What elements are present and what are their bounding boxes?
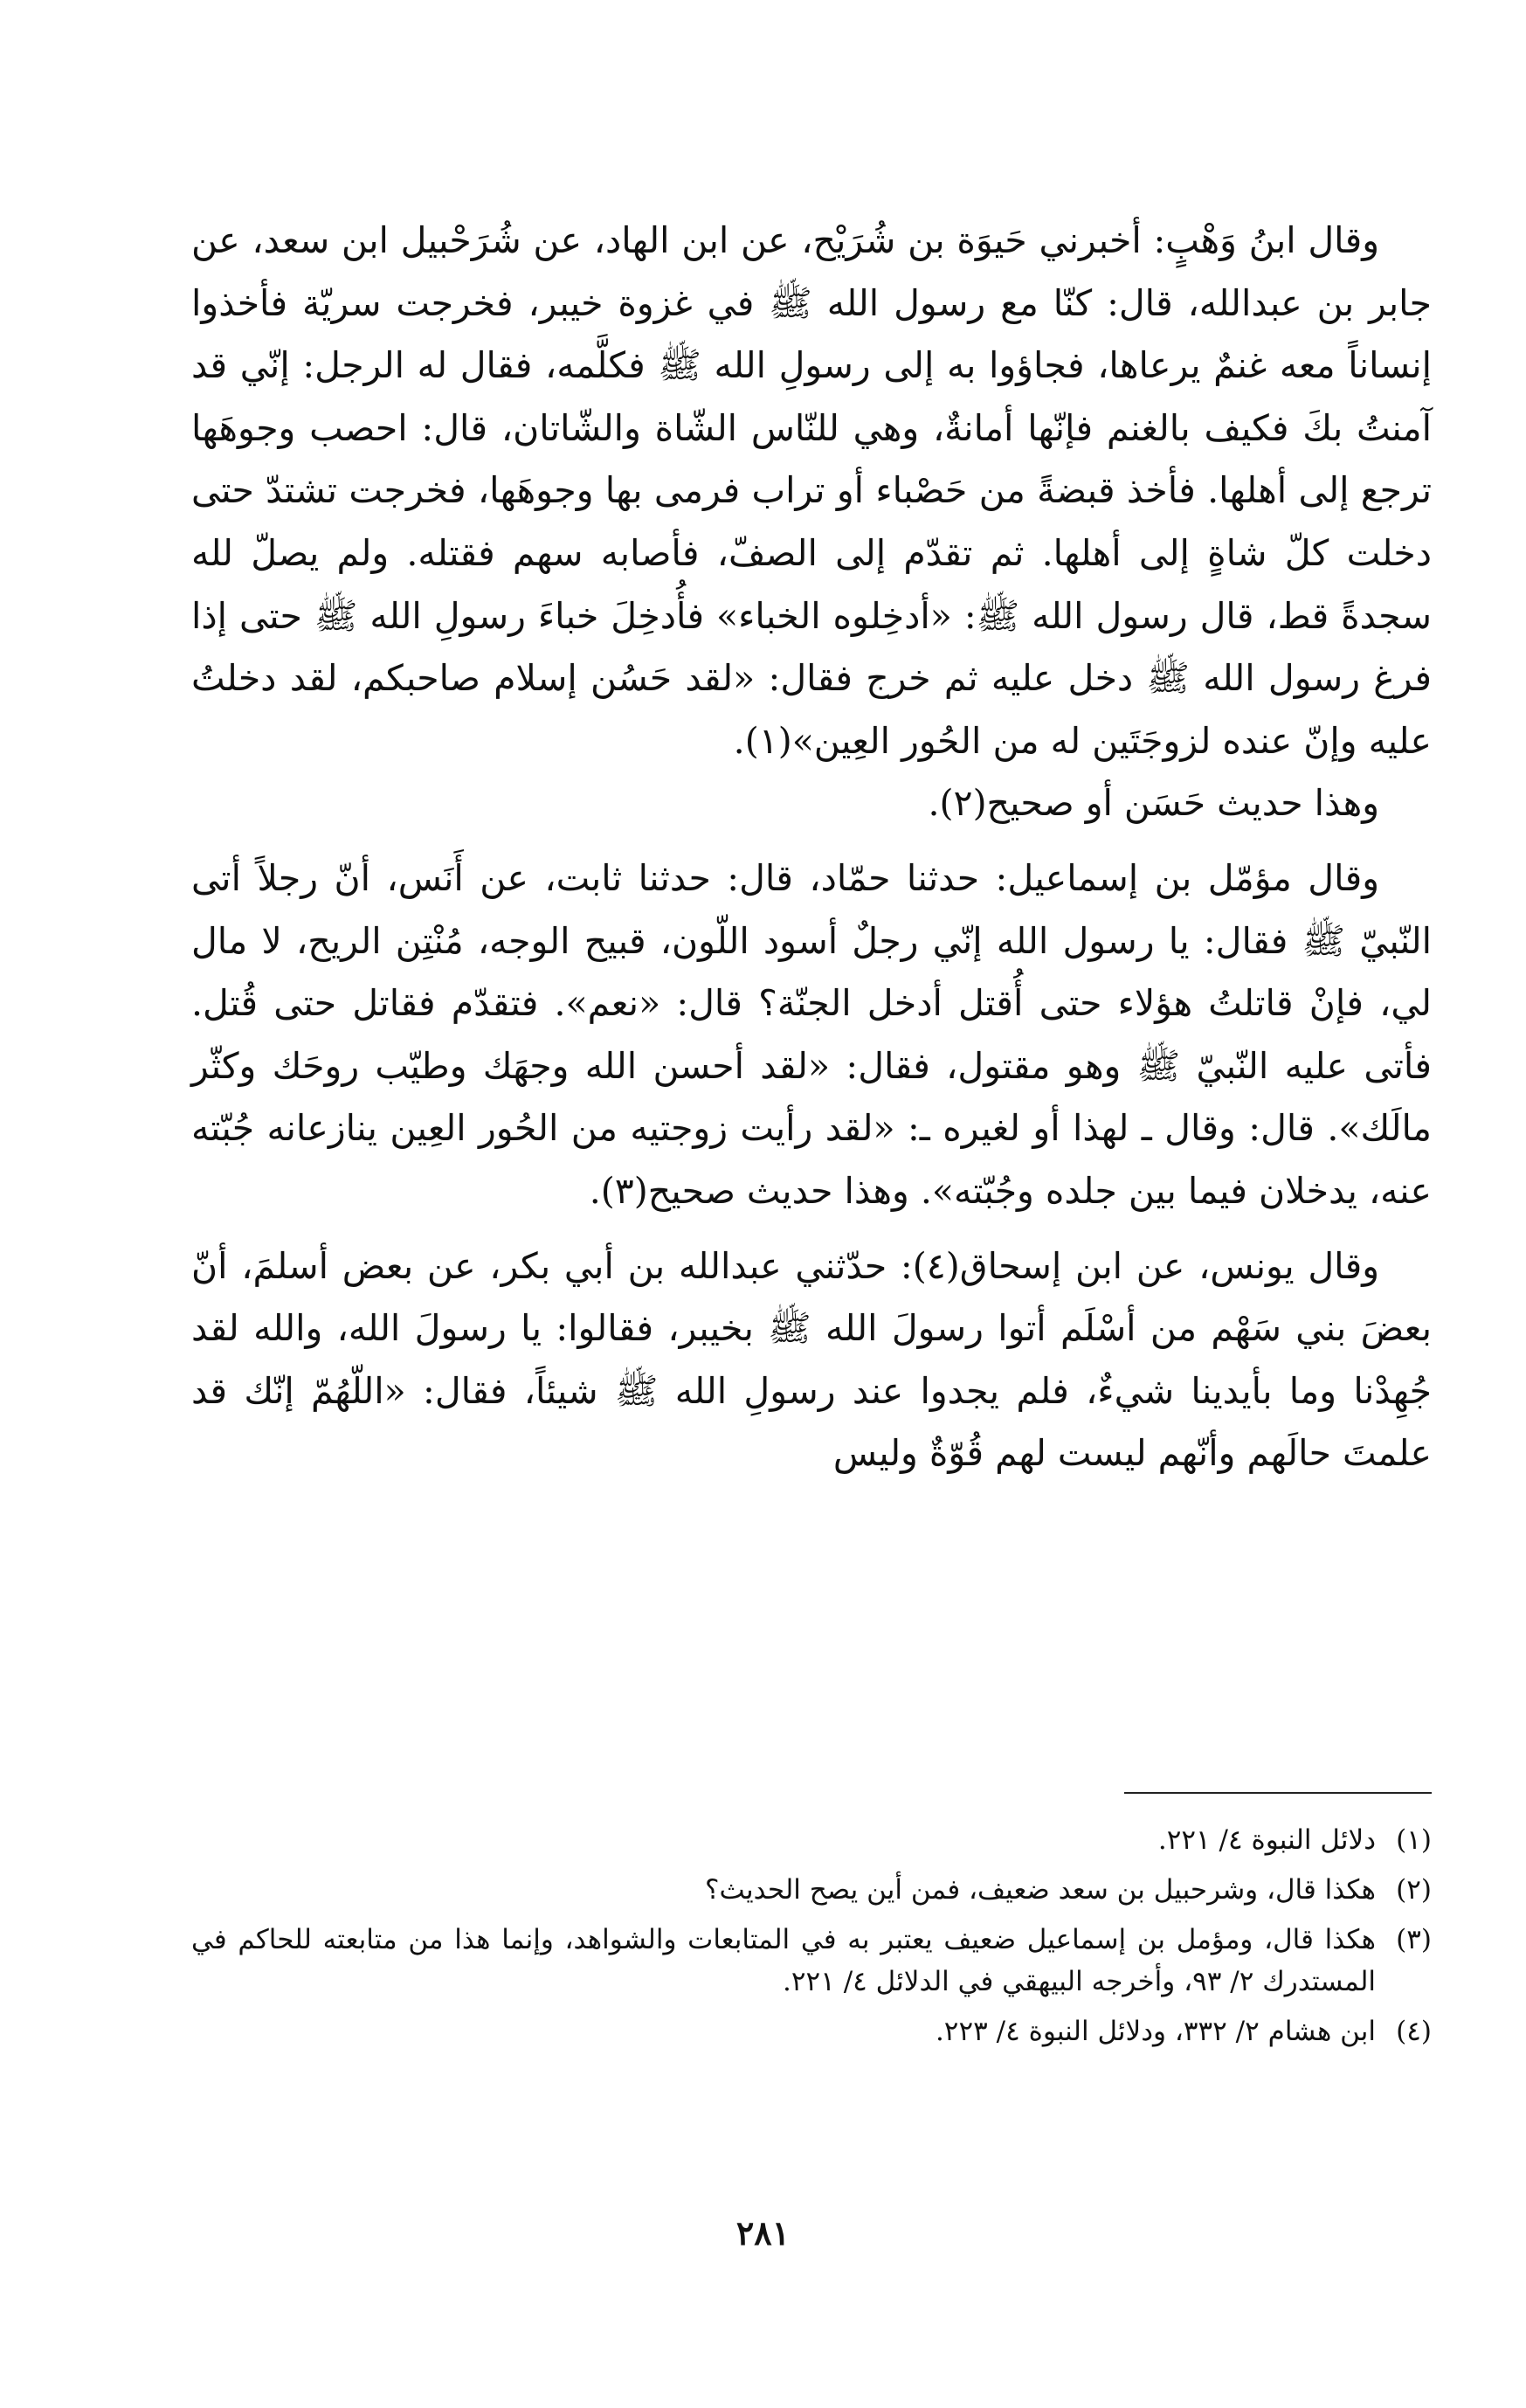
footnote-text: هكذا قال، وشرحبيل بن سعد ضعيف، فمن أين يصح الحديث؟ <box>705 1874 1376 1906</box>
paragraph-yunus: وقال يونس، عن ابن إسحاق(٤): حدّثني عبدالله بن أبي بكر، عن بعض أسلمَ، أنّ بعضَ بني سَهْم من أسْلَم أتوا رسولَ الله ﷺ بخيبر، فقالوا: يا رسولَ الله، والله لقد جُهِدْنا وما بأيدينا شيءٌ، فلم يجدوا عند رسولِ الله ﷺ شيئاً، فقال: «اللّهُمّ إنّك قد علمتَ حالَهم وأنّهم ليست لهم قُوّةٌ وليس <box>191 1244 1432 1475</box>
paragraph-muammal: وقال مؤمّل بن إسماعيل: حدثنا حمّاد، قال: حدثنا ثابت، عن أَنَس، أنّ رجلاً أتى النّبيّ ﷺ فقال: يا رسول الله إنّي رجلٌ أسود اللّون، قبيح الوجه، مُنْتِن الريح، لا مال لي، فإنْ قاتلتُ هؤلاء حتى أُقتل أدخل الجنّة؟ قال: «نعم». فتقدّم فقاتل حتى قُتل. فأتى عليه النّبيّ ﷺ وهو مقتول، فقال: «لقد أحسن الله وجهَك وطيّب روحَك وكثّر مالَك». قال: وقال ـ لهذا أو لغيره ـ: «لقد رأيت زوجتيه من الحُور العِين ينازعانه جُبّته عنه، يدخلان فيما بين جلده وجُبّته». وهذا حديث صحيح(٣). <box>191 856 1432 1212</box>
footnote-number: (٢) <box>1396 1874 1432 1906</box>
footnote-text: دلائل النبوة ٤/ ٢٢١. <box>1157 1824 1376 1856</box>
footnotes <box>191 1819 1432 2060</box>
main-text <box>191 210 1432 1485</box>
footnote-2 <box>191 1869 1432 1911</box>
footnote-divider <box>1124 1792 1432 1794</box>
page-number: ٢٨١ <box>735 2213 791 2252</box>
footnote-4 <box>191 2010 1432 2052</box>
footnote-text: ابن هشام ٢/ ٣٣٢، ودلائل النبوة ٤/ ٢٢٣. <box>935 2016 1376 2047</box>
paragraph-hadith-grade: وهذا حديث حَسَن أو صحيح(٢). <box>928 782 1379 825</box>
footnote-text: هكذا قال، ومؤمل بن إسماعيل ضعيف يعتبر به في المتابعات والشواهد، وإنما هذا من متابعته للحاكم في المستدرك ٢/ ٩٣، وأخرجه البيهقي في الدلائل ٤/ ٢٢١. <box>191 1924 1376 1997</box>
footnote-1 <box>191 1819 1432 1861</box>
paragraph-ibn-wahb: وقال ابنُ وَهْبٍ: أخبرني حَيوَة بن شُرَيْح، عن ابن الهاد، عن شُرَحْبيل ابن سعد، عن جابر بن عبدالله، قال: كنّا مع رسول الله ﷺ في غزوة خيبر، فخرجت سريّة فأخذوا إنساناً معه غنمٌ يرعاها، فجاؤوا به إلى رسولِ الله ﷺ فكلَّمه، فقال له الرجل: إنّي قد آمنتُ بكَ فكيف بالغنم فإنّها أمانةٌ، وهي للنّاس الشّاة والشّاتان، قال: احصب وجوهَها ترجع إلى أهلها. فأخذ قبضةً من حَصْباء أو تراب فرمى بها وجوهَها، فخرجت تشتدّ حتى دخلت كلّ شاةٍ إلى أهلها. ثم تقدّم إلى الصفّ، فأصابه سهم فقتله. ولم يصلّ لله سجدةً قط، قال رسول الله ﷺ: «أدخِلوه الخباء» فأُدخِلَ خباءَ رسولِ الله ﷺ حتى إذا فرغ رسول الله ﷺ دخل عليه ثم خرج فقال: «لقد حَسُن إسلام صاحبكم، لقد دخلتُ عليه وإنّ عنده لزوجَتَين له من الحُور العِين»(١). <box>191 219 1432 762</box>
footnote-number: (٤) <box>1396 2016 1432 2047</box>
footnote-3 <box>191 1919 1432 2003</box>
footnote-number: (٣) <box>1396 1924 1432 1955</box>
footnote-number: (١) <box>1396 1824 1432 1856</box>
